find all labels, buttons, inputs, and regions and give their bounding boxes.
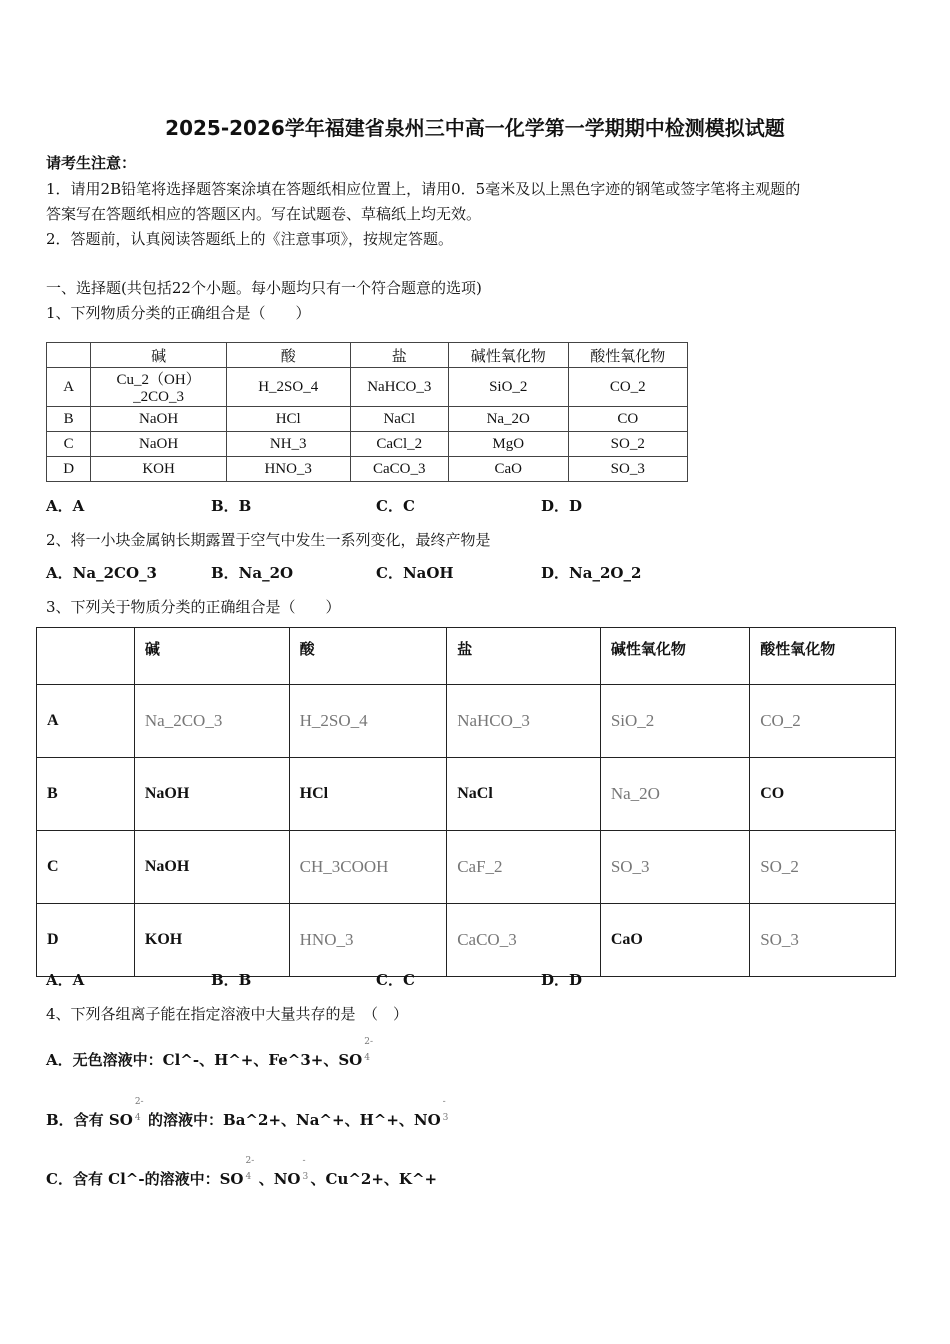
row-label: D (47, 457, 91, 482)
table-cell: HCl (289, 758, 447, 831)
table-cell: CaO (600, 904, 749, 977)
row-label: C (47, 432, 91, 457)
nitrate-ion-charge (441, 1097, 451, 1125)
table-row (37, 758, 896, 831)
question-4-stem: 4、下列各组离子能在指定溶液中大量共存的是 （ ） (46, 1005, 409, 1023)
table-cell: NaOH (91, 407, 226, 432)
answer-option[interactable]: A．A (46, 971, 85, 989)
ion-charge: 2- (245, 1156, 255, 1166)
answer-option[interactable]: D．D (541, 497, 583, 515)
question-4-option-c[interactable] (46, 1156, 438, 1189)
ion-subscript: 3 (442, 1113, 449, 1123)
table-cell: KOH (134, 904, 289, 977)
ion-charge: 2- (134, 1097, 144, 1107)
table-header-cell: 酸性氧化物 (568, 343, 687, 368)
answer-option[interactable]: C．C (376, 971, 415, 989)
table-cell: Na_2CO_3 (134, 685, 289, 758)
ion-subscript: 3 (302, 1172, 309, 1182)
table-row (37, 904, 896, 977)
question-4-option-b[interactable] (46, 1097, 451, 1130)
answer-option[interactable]: B．Na_2O (211, 564, 294, 582)
table-cell: SO_3 (568, 457, 687, 482)
ion-charge: - (302, 1156, 306, 1166)
answer-option[interactable]: D．D (541, 971, 583, 989)
row-label: A (37, 685, 135, 758)
sulfate-ion-charge (133, 1097, 144, 1125)
table-cell: HNO_3 (289, 904, 447, 977)
notice-line-2: 2．答题前，认真阅读答题纸上的《注意事项》，按规定答题。 (46, 230, 454, 248)
question-1-table (46, 342, 688, 482)
table-header-cell: 酸 (289, 628, 447, 685)
table-cell: NaOH (134, 758, 289, 831)
sulfate-ion-charge (244, 1156, 255, 1184)
table-cell: SO_2 (568, 432, 687, 457)
table-cell: CaO (448, 457, 568, 482)
table-cell: HCl (226, 407, 350, 432)
table-cell: Cu_2（OH）_2CO_3 (91, 368, 226, 407)
question-3-stem: 3、下列关于物质分类的正确组合是（ ） (46, 598, 341, 616)
section-heading: 一、选择题(共包括22个小题。每小题均只有一个符合题意的选项) (46, 279, 482, 297)
answer-option[interactable]: B．B (211, 497, 252, 515)
table-cell: H_2SO_4 (226, 368, 350, 407)
ion-charge: 2- (364, 1037, 374, 1047)
table-cell: NaOH (134, 831, 289, 904)
table-cell: HNO_3 (226, 457, 350, 482)
row-label: B (47, 407, 91, 432)
table-cell: NaHCO_3 (350, 368, 448, 407)
question-2-stem: 2、将一小块金属钠长期露置于空气中发生一系列变化，最终产物是 (46, 531, 491, 549)
row-label: B (37, 758, 135, 831)
answer-option[interactable]: B．B (211, 971, 252, 989)
row-label: D (37, 904, 135, 977)
table-cell: CH_3COOH (289, 831, 447, 904)
notice-line-1b: 答案写在答题纸相应的答题区内。写在试题卷、草稿纸上均无效。 (46, 205, 482, 223)
table-cell: SiO_2 (600, 685, 749, 758)
answer-option[interactable]: D．Na_2O_2 (541, 564, 642, 582)
table-row (47, 407, 688, 432)
table-cell: CO_2 (750, 685, 896, 758)
table-header-cell: 盐 (447, 628, 601, 685)
table-cell: CaF_2 (447, 831, 601, 904)
table-cell: CaCO_3 (447, 904, 601, 977)
question-1-stem: 1、下列物质分类的正确组合是（ ） (46, 304, 311, 322)
table-cell: NaHCO_3 (447, 685, 601, 758)
ion-subscript: 4 (245, 1172, 252, 1182)
table-header-cell: 碱 (134, 628, 289, 685)
table-cell: NaOH (91, 432, 226, 457)
table-cell: SO_3 (600, 831, 749, 904)
table-cell: MgO (448, 432, 568, 457)
option-c-text-post: 、Cu^2+、K^+ (310, 1170, 438, 1188)
question-1-options (46, 495, 706, 516)
option-b-text: B．含有 SO (46, 1111, 133, 1129)
table-row (47, 432, 688, 457)
table-cell: CaCO_3 (350, 457, 448, 482)
table-row (37, 831, 896, 904)
notice-line-1: 1．请用2B铅笔将选择题答案涂填在答题纸相应位置上，请用0．5毫米及以上黑色字迹的钢笔或签字笔将主观题的 (46, 180, 801, 198)
table-header-cell (47, 343, 91, 368)
table-cell: CO (750, 758, 896, 831)
ion-charge: - (442, 1097, 446, 1107)
table-header-row (37, 628, 896, 685)
answer-option[interactable]: C．C (376, 497, 415, 515)
option-c-text-mid: 、NO (253, 1170, 301, 1188)
table-cell: NaCl (350, 407, 448, 432)
notice-heading: 请考生注意： (46, 154, 137, 172)
table-cell: SiO_2 (448, 368, 568, 407)
table-header-cell: 盐 (350, 343, 448, 368)
table-header-cell: 碱性氧化物 (448, 343, 568, 368)
answer-option[interactable]: C．NaOH (376, 564, 454, 582)
table-cell: CaCl_2 (350, 432, 448, 457)
option-b-text-mid: 的溶液中：Ba^2+、Na^+、H^+、NO (142, 1111, 441, 1129)
table-cell: H_2SO_4 (289, 685, 447, 758)
option-c-text: C．含有 Cl^-的溶液中：SO (46, 1170, 244, 1188)
table-header-cell: 酸性氧化物 (750, 628, 896, 685)
table-cell: CO_2 (568, 368, 687, 407)
table-row (47, 368, 688, 407)
ion-subscript: 4 (134, 1113, 141, 1123)
table-header-cell: 碱 (91, 343, 226, 368)
table-header-cell: 碱性氧化物 (600, 628, 749, 685)
table-header-cell (37, 628, 135, 685)
table-cell: SO_2 (750, 831, 896, 904)
table-row (37, 685, 896, 758)
row-label: A (47, 368, 91, 407)
page-title: 2025-2026学年福建省泉州三中高一化学第一学期期中检测模拟试题 (165, 116, 785, 140)
answer-option[interactable]: A．A (46, 497, 85, 515)
table-cell: CO (568, 407, 687, 432)
question-4-option-a[interactable] (46, 1037, 374, 1070)
table-cell: Na_2O (448, 407, 568, 432)
table-cell: SO_3 (750, 904, 896, 977)
table-cell: NH_3 (226, 432, 350, 457)
table-cell: NaCl (447, 758, 601, 831)
table-header-cell: 酸 (226, 343, 350, 368)
question-3-options (46, 969, 706, 990)
sulfate-ion-charge (362, 1037, 374, 1065)
option-a-text: A．无色溶液中：Cl^-、H^+、Fe^3+、SO (46, 1051, 363, 1069)
nitrate-ion-charge (301, 1156, 311, 1184)
question-3-table (36, 627, 896, 977)
table-cell: Na_2O (600, 758, 749, 831)
question-2-options (46, 562, 706, 583)
ion-subscript: 4 (364, 1053, 370, 1063)
table-header-row (47, 343, 688, 368)
row-label: C (37, 831, 135, 904)
table-row (47, 457, 688, 482)
answer-option[interactable]: A．Na_2CO_3 (46, 564, 157, 582)
table-cell: KOH (91, 457, 226, 482)
